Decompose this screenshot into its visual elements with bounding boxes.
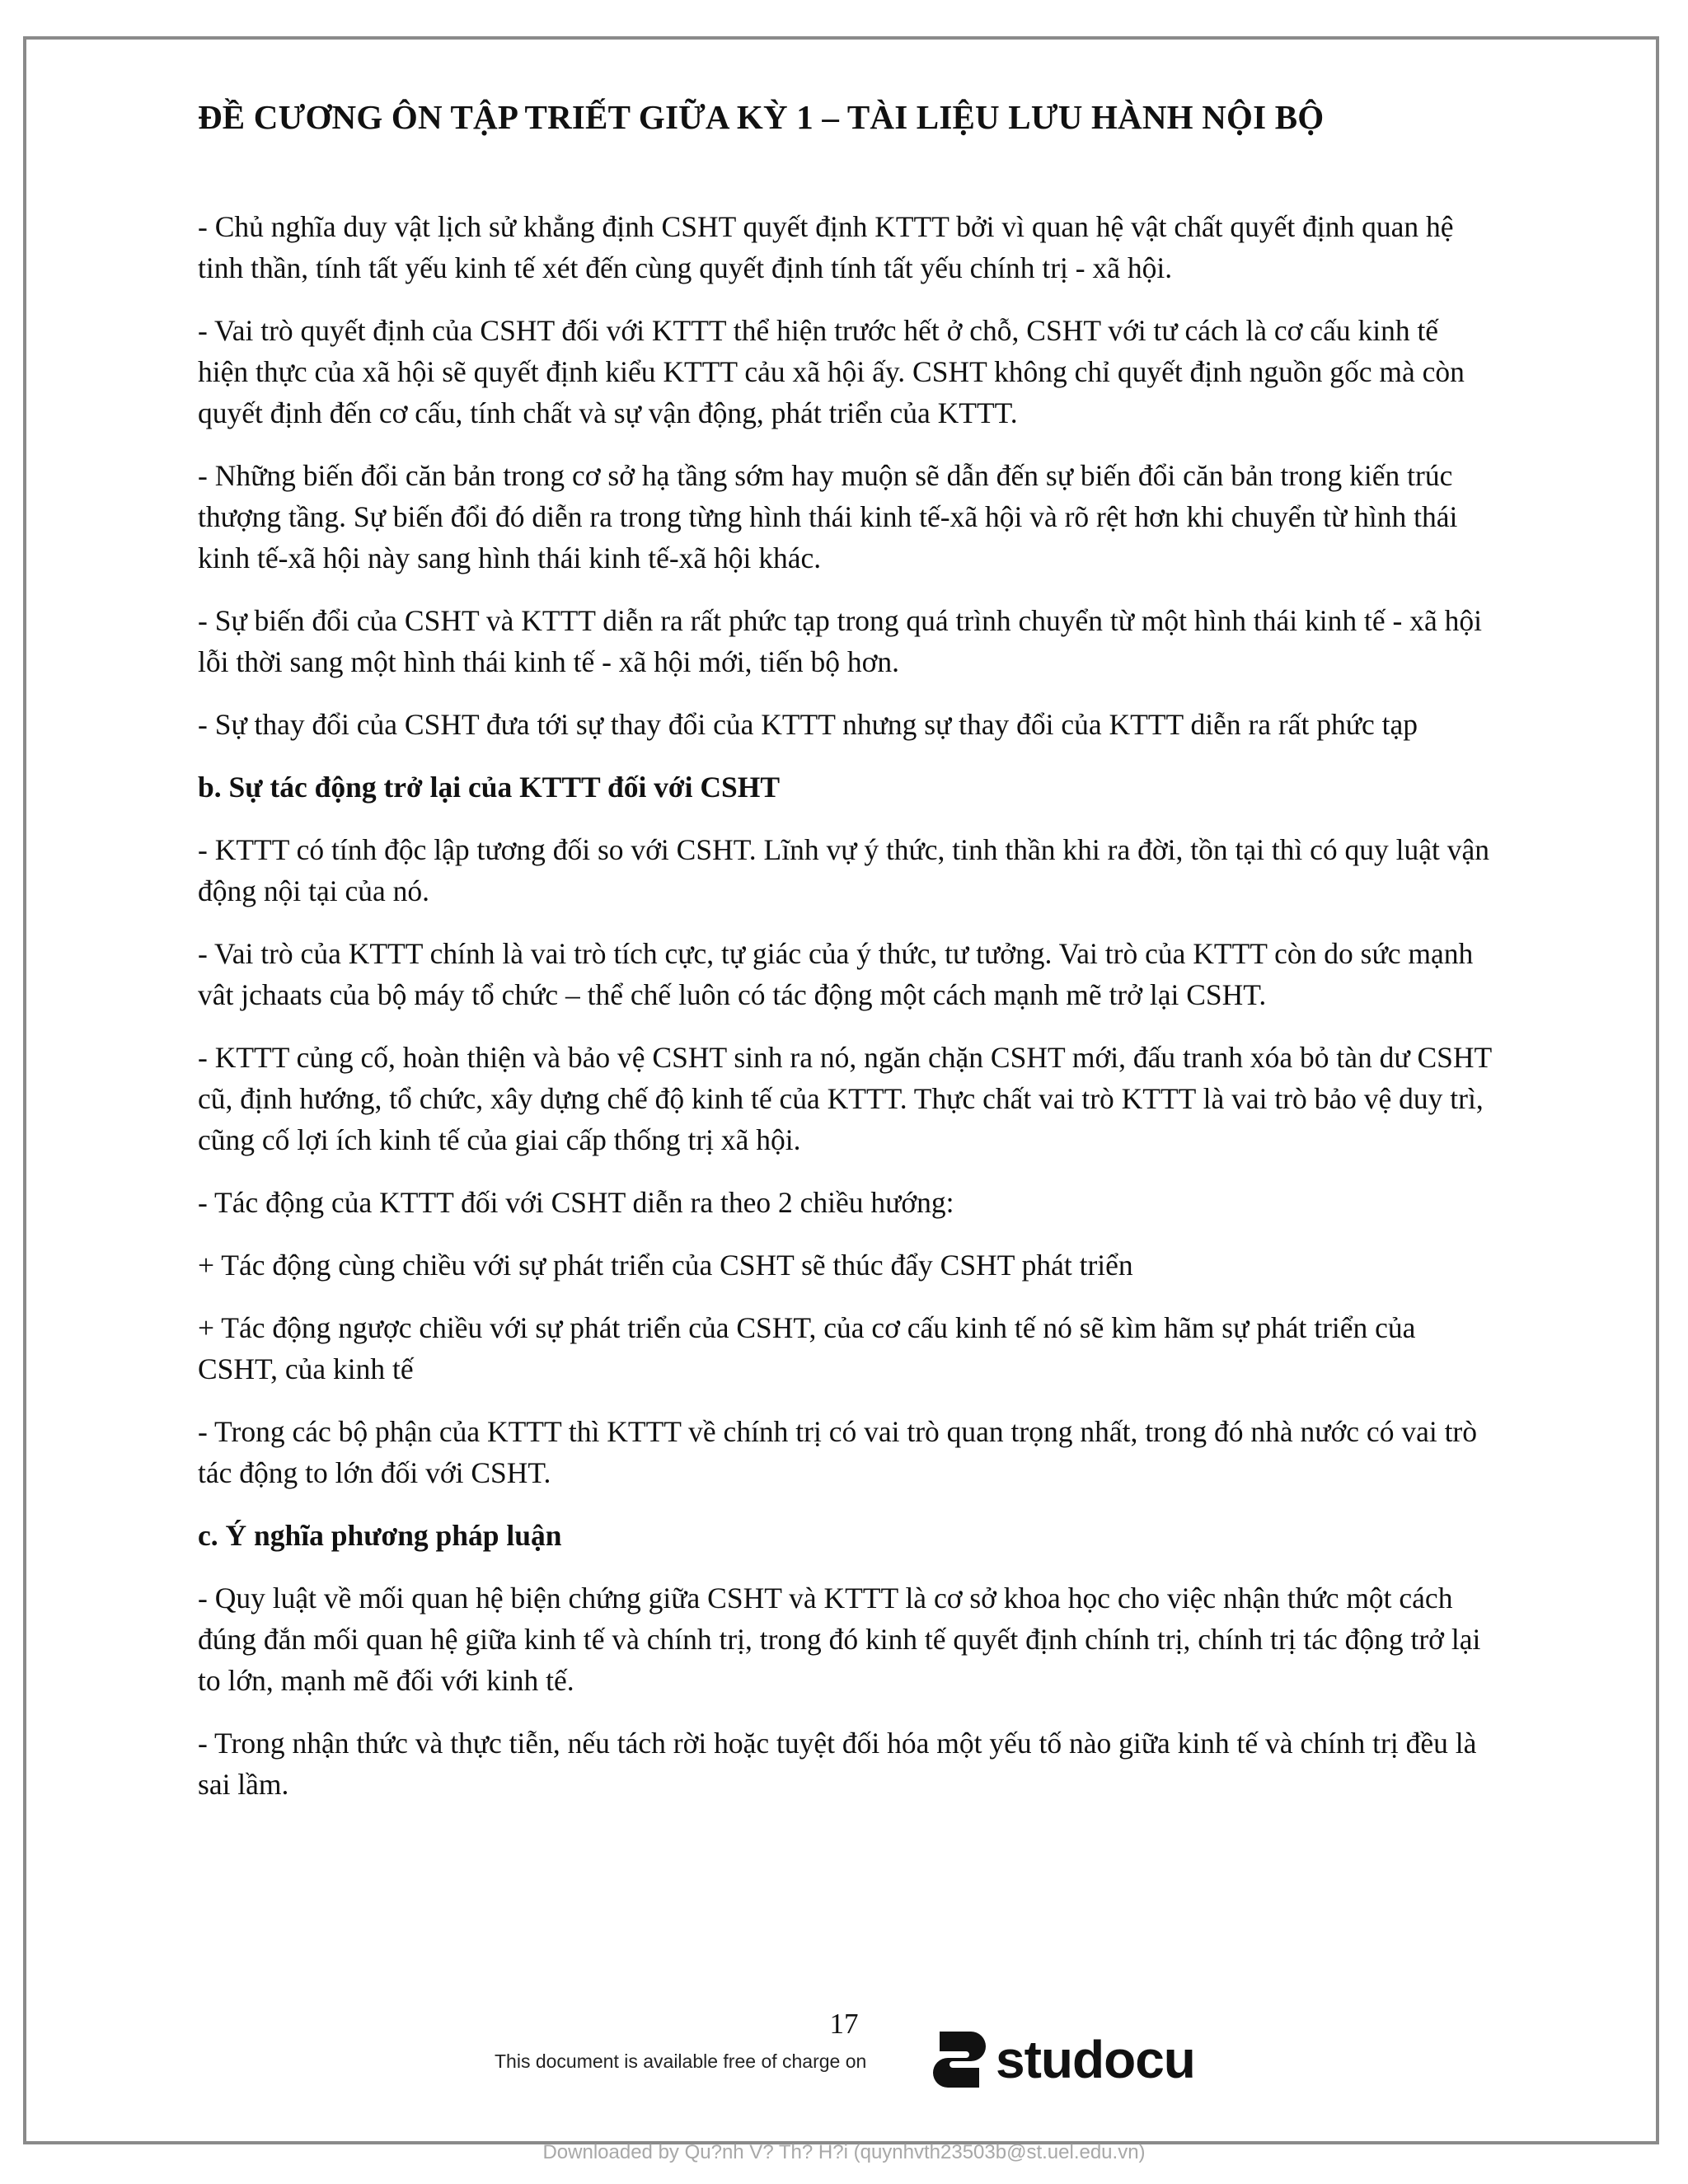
- paragraph: - Quy luật về mối quan hệ biện chứng giữa CSHT và KTTT là cơ sở khoa học cho việc nhận thức một cách đúng đắn mối quan hệ giữa kinh tế và chính trị, trong đó kinh tế quyết định chính trị, chính trị tác động trở lại to lớn, mạnh mẽ đối với kinh tế.: [198, 1582, 1481, 1697]
- download-attribution: Downloaded by Qu?nh V? Th? H?i (quynhvth23503b@st.uel.edu.vn): [542, 2141, 1146, 2163]
- paragraph: - Trong nhận thức và thực tiễn, nếu tách rời hoặc tuyệt đối hóa một yếu tố nào giữa kinh tế và chính trị đều là sai lầm.: [198, 1727, 1477, 1801]
- studocu-logo[interactable]: [928, 2022, 1195, 2097]
- studocu-logo-icon: [928, 2027, 991, 2093]
- paragraph: - Tác động của KTTT đối với CSHT diễn ra theo 2 chiều hướng:: [198, 1186, 954, 1219]
- paragraph: - Sự biến đổi của CSHT và KTTT diễn ra rất phức tạp trong quá trình chuyển từ một hình thái kinh tế - xã hội lỗi thời sang một hình thái kinh tế - xã hội mới, tiến bộ hơn.: [198, 604, 1482, 678]
- paragraph: - KTTT củng cố, hoàn thiện và bảo vệ CSHT sinh ra nó, ngăn chặn CSHT mới, đấu tranh xóa bỏ tàn dư CSHT cũ, định hướng, tổ chức, xây dựng chế độ kinh tế của KTTT. Thực chất vai trò KTTT là vai trò bảo vệ duy trì, cũng cố lợi ích kinh tế của giai cấp thống trị xã hội.: [198, 1041, 1492, 1156]
- paragraph: - Vai trò quyết định của CSHT đối với KTTT thể hiện trước hết ở chỗ, CSHT với tư cách là cơ cấu kinh tế hiện thực của xã hội sẽ quyết định kiểu KTTT cảu xã hội ấy. CSHT không chỉ quyết định nguồn gốc mà còn quyết định đến cơ cấu, tính chất và sự vận động, phát triển của KTTT.: [198, 314, 1465, 429]
- document-body: [198, 206, 1492, 1826]
- footer-availability-note: This document is available free of charge on: [495, 2050, 867, 2072]
- paragraph: - KTTT có tính độc lập tương đối so với CSHT. Lĩnh vự ý thức, tinh thần khi ra đời, tồn tại thì có quy luật vận động nội tại của nó.: [198, 833, 1490, 907]
- studocu-logo-text: studocu: [996, 2030, 1195, 2089]
- paragraph: - Những biến đổi căn bản trong cơ sở hạ tầng sớm hay muộn sẽ dẫn đến sự biến đổi căn bản trong kiến trúc thượng tầng. Sự biến đổi đó diễn ra trong từng hình thái kinh tế-xã hội và rõ rệt hơn khi chuyển từ hình thái kinh tế-xã hội này sang hình thái kinh tế-xã hội khác.: [198, 459, 1458, 574]
- paragraph: - Sự thay đổi của CSHT đưa tới sự thay đổi của KTTT nhưng sự thay đổi của KTTT diễn ra rất phức tạp: [198, 708, 1418, 741]
- page-number: 17: [829, 2008, 859, 2040]
- paragraph: - Chủ nghĩa duy vật lịch sử khẳng định CSHT quyết định KTTT bởi vì quan hệ vật chất quyết định quan hệ tinh thần, tính tất yếu kinh tế xét đến cùng quyết định tính tất yếu chính trị - xã hội.: [198, 210, 1454, 284]
- paragraph: + Tác động cùng chiều với sự phát triển của CSHT sẽ thúc đẩy CSHT phát triển: [198, 1249, 1133, 1282]
- paragraph: - Trong các bộ phận của KTTT thì KTTT về chính trị có vai trò quan trọng nhất, trong đó nhà nước có vai trò tác động to lớn đối với CSHT.: [198, 1415, 1477, 1489]
- paragraph: + Tác động ngược chiều với sự phát triển của CSHT, của cơ cấu kinh tế nó sẽ kìm hãm sự phát triển của CSHT, của kinh tế: [198, 1311, 1416, 1385]
- document-header-title: ĐỀ CƯƠNG ÔN TẬP TRIẾT GIỮA KỲ 1 – TÀI LIỆU LƯU HÀNH NỘI BỘ: [198, 98, 1325, 136]
- section-heading-c: c. Ý nghĩa phương pháp luận: [198, 1519, 562, 1552]
- section-heading-b: b. Sự tác động trở lại của KTTT đối với CSHT: [198, 771, 780, 804]
- paragraph: - Vai trò của KTTT chính là vai trò tích cực, tự giác của ý thức, tư tưởng. Vai trò của KTTT còn do sức mạnh vât jchaats của bộ máy tổ chức – thể chế luôn có tác động một cách mạnh mẽ trở lại CSHT.: [198, 937, 1474, 1011]
